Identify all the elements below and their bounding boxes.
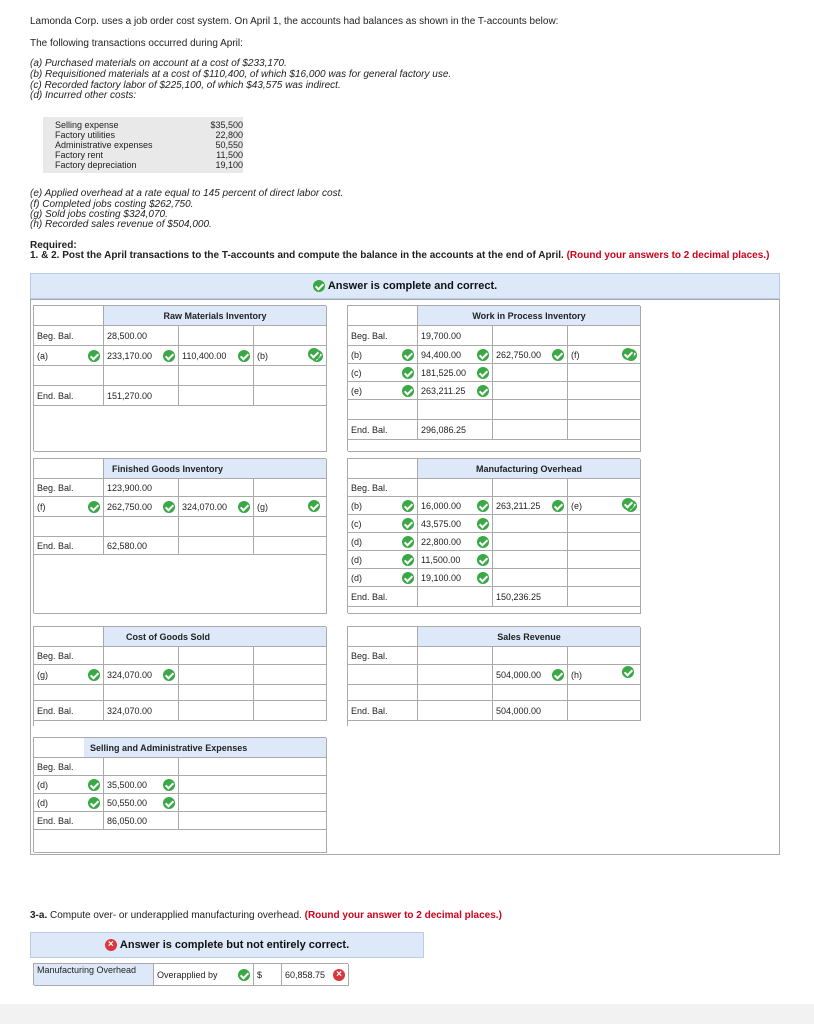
row-label[interactable]: (d) [351, 554, 362, 565]
check-icon [477, 385, 489, 397]
check-icon [622, 498, 634, 510]
check-icon [477, 536, 489, 548]
required-text: 1. & 2. Post the April transactions to the T-accounts and compute the balance in the accounts at the end of April. [30, 250, 564, 261]
row-label[interactable]: (e) [351, 385, 362, 396]
credit-input[interactable]: 324,070.00 [182, 501, 228, 512]
check-icon [402, 367, 414, 379]
check-icon [402, 349, 414, 361]
row-label: Beg. Bal. [348, 326, 418, 346]
check-icon [402, 385, 414, 397]
footer-strip [0, 1004, 814, 1024]
cost-value: 50,550 [215, 140, 243, 150]
check-icon [238, 501, 250, 513]
check-icon [552, 500, 564, 512]
row-label[interactable]: (b) [351, 500, 362, 511]
account-title: Finished Goods Inventory [104, 459, 327, 479]
end-balance: 86,050.00 [104, 812, 179, 830]
end-balance: 324,070.00 [104, 701, 179, 721]
row-label: End. Bal. [34, 386, 104, 406]
answer-banner-partial [30, 932, 424, 958]
cost-value: 19,100 [215, 160, 243, 170]
row-label[interactable]: (d) [37, 797, 48, 808]
row-label: End. Bal. [34, 812, 104, 830]
t-account-cost-of-goods-sold [33, 626, 326, 726]
end-balance: 150,236.25 [493, 587, 568, 607]
debit-input[interactable]: 35,500.00 [107, 779, 148, 790]
row-label[interactable]: (a) [37, 350, 48, 361]
check-icon [88, 350, 100, 362]
debit-input[interactable]: 263,211.25 [421, 385, 466, 396]
row-label: End. Bal. [34, 537, 104, 555]
account-title: Work in Process Inventory [418, 306, 641, 326]
banner-text: Answer is complete and correct. [327, 280, 498, 292]
credit-input[interactable]: 110,400.00 [182, 350, 227, 361]
row-label[interactable]: (d) [37, 779, 48, 790]
t-account-raw-materials [33, 305, 326, 451]
intro-text: Lamonda Corp. uses a job order cost system. On April 1, the accounts had balances as shown in the T-accounts below: [30, 16, 559, 27]
debit-input[interactable]: 19,100.00 [421, 572, 462, 583]
check-icon [622, 348, 634, 360]
end-balance: 62,580.00 [104, 537, 179, 555]
check-icon [163, 501, 175, 513]
row-label: Beg. Bal. [34, 326, 104, 346]
check-icon [308, 500, 320, 512]
check-icon [622, 666, 634, 678]
debit-input[interactable]: 43,575.00 [421, 518, 462, 529]
credit-input[interactable]: 263,211.25 [496, 500, 541, 511]
check-icon [313, 280, 325, 292]
check-icon [163, 797, 175, 809]
question-text: Compute over- or underapplied manufacturing overhead. [50, 910, 302, 921]
cost-label: Factory rent [55, 150, 104, 160]
credit-ref[interactable]: (e) [571, 500, 582, 511]
cost-value: 11,500 [216, 150, 243, 160]
answer-banner [30, 273, 780, 299]
check-icon [477, 554, 489, 566]
check-icon [402, 572, 414, 584]
credit-input[interactable]: 504,000.00 [496, 669, 542, 680]
row-label: Beg. Bal. [348, 647, 418, 665]
check-icon [88, 779, 100, 791]
required-label: Required: [30, 240, 77, 251]
cost-value: 22,800 [215, 130, 243, 140]
check-icon [402, 500, 414, 512]
transaction-h: (h) Recorded sales revenue of $504,000. [30, 219, 212, 230]
account-title: Sales Revenue [418, 627, 641, 647]
end-balance: 504,000.00 [493, 701, 568, 721]
over-under-select[interactable]: Overapplied by [157, 969, 218, 980]
t-account-work-in-process [347, 305, 640, 451]
transaction-e: (e) Applied overhead at a rate equal to 145 percent of direct labor cost. [30, 188, 344, 199]
account-title: Raw Materials Inventory [104, 306, 327, 326]
row-label[interactable]: (f) [37, 501, 46, 512]
row-label: Beg. Bal. [348, 479, 418, 497]
check-icon [163, 779, 175, 791]
check-icon [238, 969, 250, 981]
debit-input[interactable]: 181,525.00 [421, 367, 467, 378]
debit-input[interactable]: 94,400.00 [421, 349, 462, 360]
check-icon [88, 501, 100, 513]
check-icon [477, 349, 489, 361]
transaction-g: (g) Sold jobs costing $324,070. [30, 209, 168, 220]
debit-input[interactable]: 262,750.00 [107, 501, 153, 512]
intro-text-2: The following transactions occurred during April: [30, 38, 243, 49]
check-icon [402, 536, 414, 548]
row-label: End. Bal. [348, 587, 418, 607]
cost-label: Factory utilities [55, 130, 116, 140]
check-icon [477, 518, 489, 530]
check-icon [163, 669, 175, 681]
row-label: End. Bal. [348, 420, 418, 440]
check-icon [402, 554, 414, 566]
cost-label: Administrative expenses [55, 140, 153, 150]
transaction-a: (a) Purchased materials on account at a cost of $233,170. [30, 58, 287, 69]
check-icon [238, 350, 250, 362]
check-icon [88, 669, 100, 681]
debit-input[interactable]: 233,170.00 [107, 350, 153, 361]
check-icon [477, 572, 489, 584]
check-icon [477, 367, 489, 379]
row-label: Beg. Bal. [34, 647, 104, 665]
row-label: End. Bal. [348, 701, 418, 721]
account-title: Manufacturing Overhead [418, 459, 641, 479]
check-icon [477, 500, 489, 512]
t-account-selling-admin-expenses [33, 737, 326, 852]
x-icon: × [105, 939, 117, 951]
row-label[interactable]: (d) [351, 572, 362, 583]
row-label: End. Bal. [34, 701, 104, 721]
credit-ref[interactable]: (f) [571, 349, 580, 360]
check-icon [88, 797, 100, 809]
row-label: Beg. Bal. [34, 758, 104, 776]
end-balance: 296,086.25 [418, 420, 493, 440]
row-label: Beg. Bal. [34, 479, 104, 497]
transaction-f: (f) Completed jobs costing $262,750. [30, 199, 194, 210]
credit-ref[interactable]: (b) [257, 350, 268, 361]
t-account-finished-goods [33, 458, 326, 613]
question-number: 3-a. [30, 910, 48, 921]
debit-input[interactable]: 324,070.00 [107, 669, 153, 680]
round-note: (Round your answers to 2 decimal places.) [566, 250, 770, 261]
debit-value: 19,700.00 [418, 326, 493, 346]
check-icon [402, 518, 414, 530]
account-title: Cost of Goods Sold [104, 627, 327, 647]
check-icon [163, 350, 175, 362]
overhead-result-row [33, 963, 348, 985]
amount-input[interactable]: 60,858.75 [285, 969, 326, 980]
credit-ref[interactable]: (h) [571, 669, 582, 680]
check-icon [552, 349, 564, 361]
t-account-sales-revenue [347, 626, 640, 726]
row-label[interactable]: (g) [37, 669, 48, 680]
credit-ref[interactable]: (g) [257, 501, 268, 512]
t-account-manufacturing-overhead [347, 458, 640, 613]
row-label[interactable]: (d) [351, 536, 362, 547]
x-icon: × [333, 969, 345, 981]
debit-value: 123,900.00 [104, 479, 179, 497]
cost-label: Selling expense [55, 120, 119, 130]
banner-text: Answer is complete but not entirely correct. [119, 939, 350, 951]
cost-label: Factory depreciation [55, 160, 137, 170]
transaction-d: (d) Incurred other costs: [30, 90, 137, 101]
debit-value: 28,500.00 [104, 326, 179, 346]
account-title: Selling and Administrative Expenses [84, 738, 327, 758]
end-balance: 151,270.00 [104, 386, 179, 406]
round-note: (Round your answer to 2 decimal places.) [304, 910, 502, 921]
debit-input[interactable]: 16,000.00 [421, 500, 462, 511]
transaction-c: (c) Recorded factory labor of $225,100, of which $43,575 was indirect. [30, 80, 341, 91]
row-label: Manufacturing Overhead [34, 964, 154, 986]
currency-symbol: $ [254, 964, 282, 986]
other-costs-table [43, 117, 243, 173]
credit-input[interactable]: 262,750.00 [496, 349, 542, 360]
cost-value: $35,500 [210, 120, 243, 130]
debit-input[interactable]: 50,550.00 [107, 797, 148, 808]
debit-input[interactable]: 11,500.00 [421, 554, 461, 565]
transaction-b: (b) Requisitioned materials at a cost of $110,400, of which $16,000 was for general factory use. [30, 69, 452, 80]
debit-input[interactable]: 22,800.00 [421, 536, 462, 547]
row-label[interactable]: (b) [351, 349, 362, 360]
row-label[interactable]: (c) [351, 518, 362, 529]
check-icon [552, 669, 564, 681]
row-label[interactable]: (c) [351, 367, 362, 378]
check-icon [308, 348, 320, 360]
